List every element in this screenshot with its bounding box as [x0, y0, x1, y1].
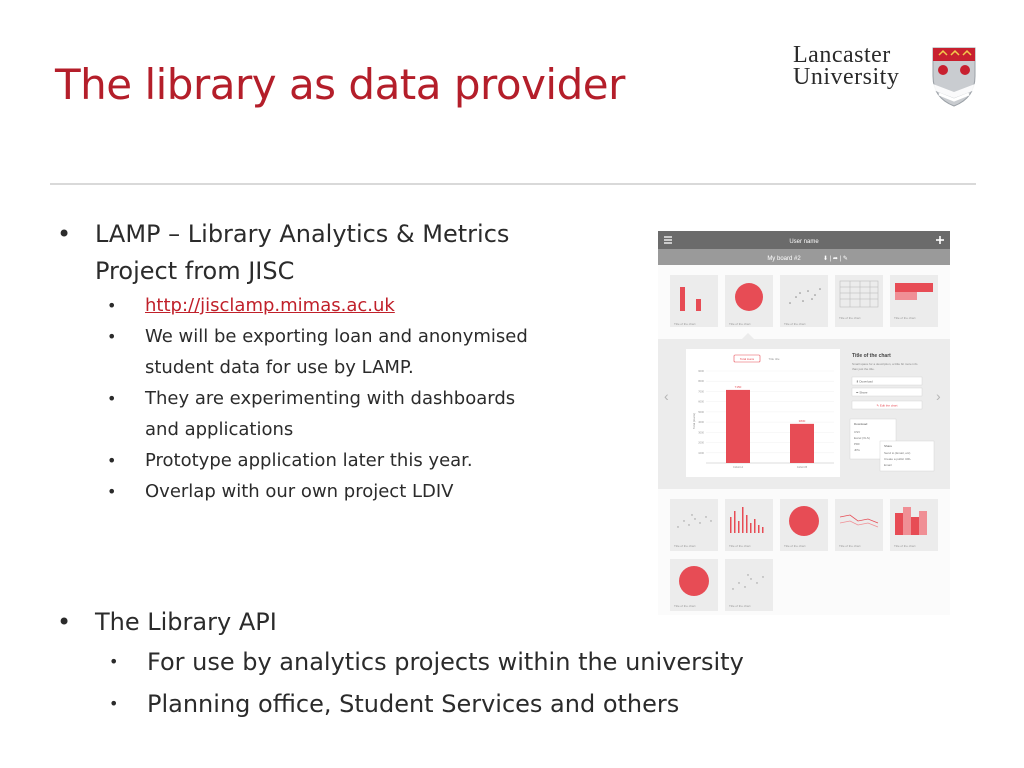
bullet-text: Prototype application later this year.: [145, 450, 473, 471]
svg-text:Title of the chart: Title of the chart: [674, 544, 696, 548]
bullet-dot: •: [107, 296, 117, 315]
thumb-scatter[interactable]: [780, 275, 828, 327]
svg-text:Title of the chart: Title of the chart: [894, 316, 916, 320]
dropdown-item[interactable]: Excel (XLS): [854, 436, 870, 440]
bullet-text: LAMP – Library Analytics & Metrics: [95, 220, 510, 248]
bullet-text: The Library API: [95, 608, 277, 636]
section-lamp: [57, 216, 617, 507]
logo-line-2: University: [793, 64, 900, 90]
sub-bullet: [57, 476, 617, 507]
bullet-dot: •: [107, 389, 117, 408]
sub-bullet: [57, 445, 617, 476]
sub-bullet-link: [57, 290, 617, 321]
y-tick-label: 3000: [698, 431, 704, 435]
thumb-bar[interactable]: [670, 275, 718, 327]
lamp-link[interactable]: http://jisclamp.mimas.ac.uk: [145, 295, 395, 316]
svg-text:Title of the chart: Title of the chart: [674, 322, 696, 326]
chart-title: Title of the chart: [852, 353, 891, 359]
svg-text:Download: Download: [854, 422, 868, 426]
slide-title: The library as data provider: [55, 60, 625, 109]
prev-arrow-icon[interactable]: ‹: [664, 388, 669, 404]
bullet-text: Planning office, Student Services and others: [147, 690, 680, 718]
next-arrow-icon[interactable]: ›: [936, 388, 941, 404]
sub-bullet: [57, 383, 617, 445]
bullet-dot: •: [107, 327, 117, 346]
chart-desc-1: Small space for a description, a little bit more info: [852, 362, 918, 366]
thumb-row-top: [670, 275, 938, 327]
thumb-scatter-3[interactable]: [725, 559, 773, 611]
bullet-text: and applications: [145, 419, 294, 440]
bullet-dot: •: [109, 694, 119, 713]
y-tick-label: 1000: [698, 451, 704, 455]
dropdown-item[interactable]: PDF: [854, 442, 860, 446]
x-tick-label: Cohort A: [732, 466, 744, 469]
divider: [50, 183, 976, 185]
dropdown-item[interactable]: JPG: [854, 448, 860, 452]
board-name[interactable]: My board #2: [767, 256, 801, 262]
share-dropdown[interactable]: [880, 441, 934, 471]
board-bar: [658, 249, 950, 265]
bullet-dot: •: [109, 652, 119, 671]
download-button[interactable]: [852, 377, 922, 385]
y-tick-label: 4000: [698, 421, 704, 425]
thumb-stacked[interactable]: [890, 275, 938, 327]
y-tick-label: 8000: [698, 380, 704, 384]
section-api: [57, 604, 877, 725]
bullet-dot: •: [107, 482, 117, 501]
sub-bullet: [57, 321, 617, 383]
user-name[interactable]: User name: [789, 239, 819, 245]
university-logo: [793, 44, 983, 110]
svg-text:➦ Share: ➦ Share: [856, 390, 868, 395]
bullet-text: student data for use by LAMP.: [145, 357, 414, 378]
sub-bullet: [57, 641, 877, 683]
board-actions-icon[interactable]: ⬇ | ➦ | ✎: [823, 256, 848, 262]
x-tick-label: Cohort B: [796, 466, 808, 469]
share-button[interactable]: [852, 388, 922, 396]
thumb-histogram[interactable]: [725, 499, 773, 551]
lamp-dashboard-screenshot: [658, 231, 950, 615]
share-item[interactable]: Email: [884, 463, 892, 467]
svg-text:Title of the chart: Title of the chart: [729, 322, 751, 326]
y-tick-label: 5000: [698, 410, 704, 414]
thumb-scatter-2[interactable]: [670, 499, 718, 551]
svg-text:⬇ Download: ⬇ Download: [856, 379, 873, 384]
chart-bar: [790, 424, 814, 463]
svg-text:Title of the chart: Title of the chart: [894, 544, 916, 548]
logo-line-1: Lancaster: [793, 42, 891, 68]
seg-other[interactable]: Title title: [768, 357, 780, 361]
bullet-text: Project from JISC: [95, 257, 295, 285]
svg-text:Title of the chart: Title of the chart: [674, 604, 696, 608]
y-axis-label: Total (loans): [692, 412, 696, 430]
seg-total-loans[interactable]: Total loans: [739, 357, 755, 361]
bullet-dot: •: [57, 608, 72, 636]
y-tick-label: 9000: [698, 370, 704, 373]
chart-bar: [726, 390, 750, 463]
share-item[interactable]: Create a public URL: [884, 457, 912, 461]
bullet-text: For use by analytics projects within the university: [147, 648, 744, 676]
svg-text:Title of the chart: Title of the chart: [729, 544, 751, 548]
thumb-row-bottom: [670, 499, 938, 611]
svg-text:Title of the chart: Title of the chart: [784, 322, 806, 326]
thumb-pie-3[interactable]: [670, 559, 718, 611]
chart-card: [686, 349, 840, 477]
bullet-lamp: [57, 216, 617, 290]
svg-text:✎ Edit the chart: ✎ Edit the chart: [876, 403, 898, 408]
svg-text:Title of the chart: Title of the chart: [784, 544, 806, 548]
sub-bullet: [57, 683, 877, 725]
svg-text:Title of the chart: Title of the chart: [839, 316, 861, 320]
svg-text:Title of the chart: Title of the chart: [729, 604, 751, 608]
bullet-text: Overlap with our own project LDIV: [145, 481, 454, 502]
thumb-area[interactable]: [890, 499, 938, 551]
bar-value-label: 3830: [798, 418, 806, 423]
bullet-dot: •: [107, 451, 117, 470]
edit-chart-button[interactable]: [852, 401, 922, 409]
bullet-dot: •: [57, 220, 72, 248]
share-item[interactable]: Send to (Email, etc): [884, 451, 911, 455]
bar-value-label: 7150: [734, 384, 742, 389]
y-tick-label: 7000: [698, 390, 704, 394]
y-tick-label: 6000: [698, 400, 704, 404]
thumb-table[interactable]: [835, 275, 883, 327]
thumb-line[interactable]: [835, 499, 883, 551]
svg-text:Share: Share: [884, 444, 893, 448]
svg-text:Title of the chart: Title of the chart: [839, 544, 861, 548]
bullet-text: They are experimenting with dashboards: [145, 388, 516, 409]
y-tick-label: 2000: [698, 441, 704, 445]
crest-icon: [931, 46, 977, 108]
thumb-pie[interactable]: [725, 275, 773, 327]
chart-desc-2: than just the title.: [852, 367, 875, 371]
dropdown-item[interactable]: CSV: [854, 430, 861, 434]
bullet-text: We will be exporting loan and anonymised: [145, 326, 528, 347]
thumb-pie-2[interactable]: [780, 499, 828, 551]
